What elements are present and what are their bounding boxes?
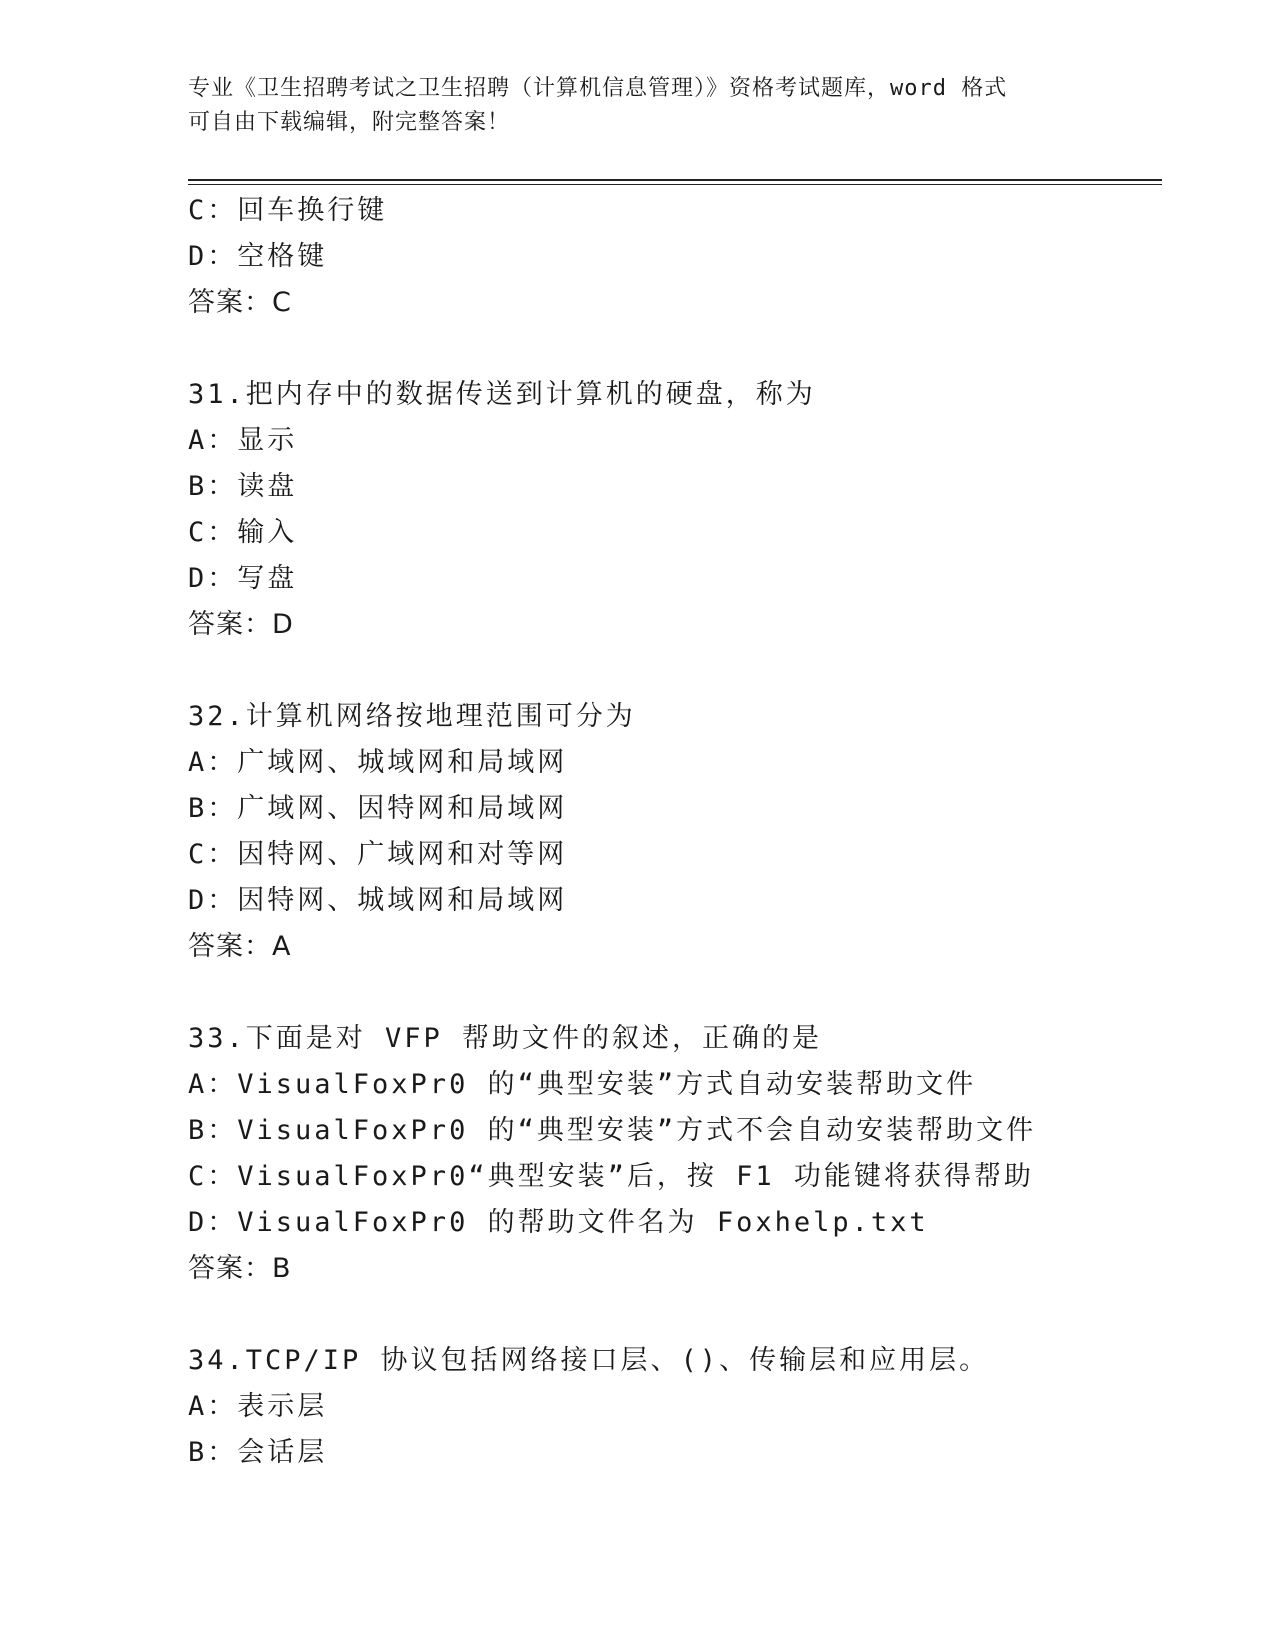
question-stem: 32.计算机网络按地理范围可分为	[188, 701, 636, 732]
question-31	[188, 372, 1188, 648]
question-stem: 31.把内存中的数据传送到计算机的硬盘，称为	[188, 379, 816, 410]
question-stem: 33.下面是对 VFP 帮助文件的叙述，正确的是	[188, 1023, 823, 1054]
header-line-1: 专业《卫生招聘考试之卫生招聘（计算机信息管理）》资格考试题库，word 格式	[188, 76, 1008, 101]
question-33	[188, 1016, 1188, 1292]
option-d: D：写盘	[188, 563, 298, 594]
option-a: A：广域网、城域网和局域网	[188, 747, 568, 778]
spacer	[188, 326, 1188, 372]
option-d: D：因特网、城域网和局域网	[188, 885, 568, 916]
option-d: D：VisualFoxPr0 的帮助文件名为 Foxhelp.txt	[188, 1207, 929, 1238]
option-c: C：回车换行键	[188, 195, 388, 226]
option-b: B：广域网、因特网和局域网	[188, 793, 568, 824]
answer-line: 答案：D	[188, 609, 294, 640]
option-d: D：空格键	[188, 241, 328, 272]
option-c: C：因特网、广域网和对等网	[188, 839, 568, 870]
header-divider-thin	[188, 184, 1162, 185]
question-stem: 34.TCP/IP 协议包括网络接口层、()、传输层和应用层。	[188, 1345, 990, 1376]
answer-line: 答案：A	[188, 931, 292, 962]
option-b: B：读盘	[188, 471, 298, 502]
option-a: A：显示	[188, 425, 298, 456]
answer-line: 答案：C	[188, 287, 292, 318]
option-b: B：VisualFoxPr0 的“典型安装”方式不会自动安装帮助文件	[188, 1115, 1037, 1146]
document-header	[188, 72, 1088, 140]
option-a: A：VisualFoxPr0 的“典型安装”方式自动安装帮助文件	[188, 1069, 977, 1100]
question-32	[188, 694, 1188, 970]
question-list	[188, 188, 1188, 1476]
header-line-2: 可自由下载编辑，附完整答案！	[188, 110, 511, 135]
option-c: C：输入	[188, 517, 298, 548]
header-divider-thick	[188, 179, 1162, 181]
option-b: B：会话层	[188, 1437, 328, 1468]
spacer	[188, 1292, 1188, 1338]
question-30-continuation	[188, 188, 1188, 326]
question-34	[188, 1338, 1188, 1476]
answer-line: 答案：B	[188, 1253, 292, 1284]
option-c: C：VisualFoxPr0“典型安装”后，按 F1 功能键将获得帮助	[188, 1161, 1034, 1192]
spacer	[188, 648, 1188, 694]
spacer	[188, 970, 1188, 1016]
option-a: A：表示层	[188, 1391, 328, 1422]
